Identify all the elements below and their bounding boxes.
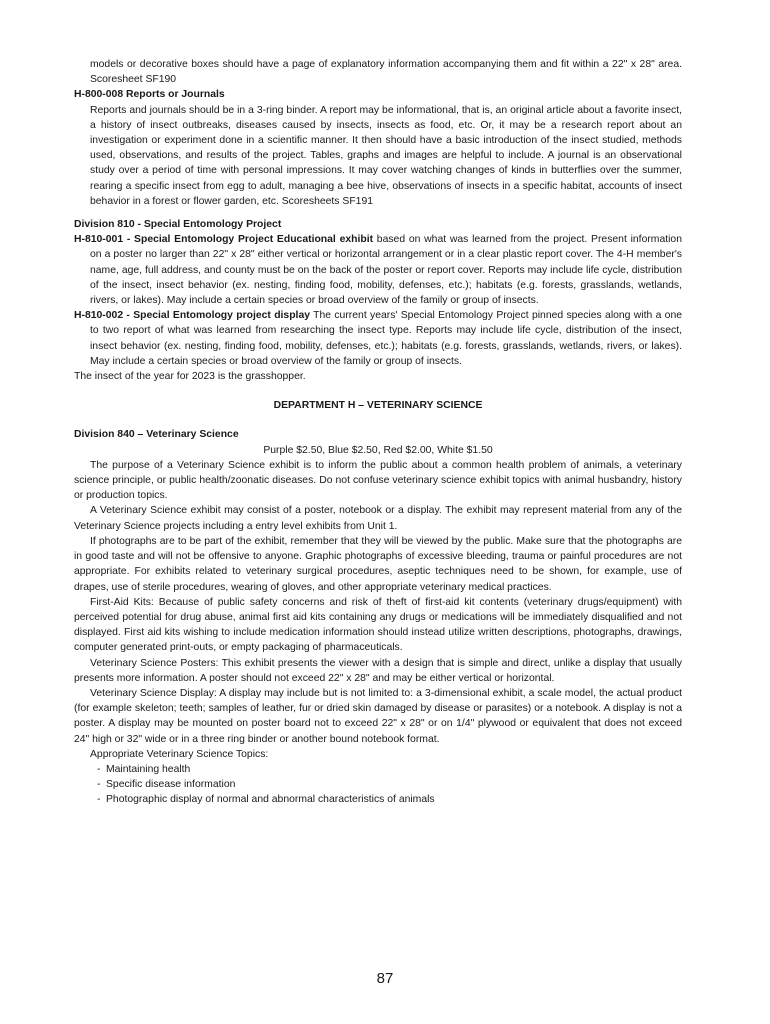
vet-paragraph-1: The purpose of a Veterinary Science exhibit is to inform the public about a common health problem of animals, a veterinary science principle, or public health/zoonatic diseases. Do not confuse veterinary science exhibit topics with animal husbandry, history or production topics.: [74, 459, 682, 502]
document-page: [74, 57, 682, 808]
h810-002-entry: [74, 308, 682, 369]
department-title: DEPARTMENT H – VETERINARY SCIENCE: [273, 400, 483, 412]
h810-001-label: H-810-001 - Special Entomology Project Educational exhibit: [74, 234, 374, 246]
h810-002-label: H-810-002 - Special Entomology project display: [74, 310, 311, 322]
h810-002-text: The current years' Special Entomology Project pinned species along with a one to two report of what was learned from researching the insect type. Reports may include life cycle, distribution of the insect, insect behavior (ex. nesting, finding food, mobility, defenses, etc.); habitats (e.g. forests, grasslands, wetlands, rivers, or lakes). May include a certain species or broad overview of the family or group of insects.: [90, 310, 683, 367]
page-number: 87: [376, 970, 394, 987]
division-840-heading: Division 840 – Veterinary Science: [74, 429, 239, 441]
h800-008-body: Reports and journals should be in a 3-ring binder. A report may be informational, that is, an original article about a favorite insect, a history of insect outbreaks, diseases caused by insects, insects as food, etc. Or, it may be a research report about an investigation or experiment done in a scientific manner. It then should have a basic introduction of the insect studied, methods used, observations, and results of the project. Tables, graphs and images are helpful to include. A journal is an observational study over a period of time with personal impressions. It may cover watching changes of kinds in butterflies over the summer, rearing a specific insect from egg to adult, managing a bee hive, observations of insects in a specific habitat, accounts of insect behavior in a forest or flower garden, etc. Scoresheets SF191: [90, 104, 682, 207]
topics-label: Appropriate Veterinary Science Topics:: [90, 748, 269, 760]
vet-paragraph-6: Veterinary Science Display: A display may include but is not limited to: a 3-dimensional exhibit, a scale model, the actual product (for example skeleton; teeth; samples of leather, fur or dried skin damaged by disease or parasites) or a notebook. A display is not a poster. A display may be mounted on poster board not to exceed 22" x 28" or on 1/4" plywood or equivalent that does not exceed 24" high or 32" wide or in a three ring binder or another bound notebook format.: [74, 687, 682, 745]
list-item: - Photographic display of normal and abnormal characteristics of animals: [106, 792, 682, 807]
vet-paragraph-3: If photographs are to be part of the exhibit, remember that they will be viewed by the public. Make sure that the photographs are in good taste and will not be offensive to anyone. Graphic photographs of excessive bleeding, trauma or painful procedures are not appropriate. For exhibits related to veterinary surgical procedures, aseptic techniques need to be shown, for example, use of drapes, use of sterile procedures, wearing of gloves, and other appropriate veterinary medical practices.: [74, 535, 682, 593]
vet-paragraph-5: Veterinary Science Posters: This exhibit presents the viewer with a design that is simple and direct, unlike a display that usually presents more information. A poster should not exceed 22" x 28" and may be either vertical or horizontal.: [74, 657, 682, 684]
spacer: [74, 209, 682, 217]
vet-paragraph-4: First-Aid Kits: Because of public safety concerns and risk of theft of first-aid kit contents (veterinary drugs/equipment) with perceived potential for drug abuse, animal first aid kits containing any drugs or medications will be immediately disqualified and not displayed. First aid kits wishing to include medication information should instead utilize written descriptions, photographs, drawings, computer generated print-outs, or empty packaging of pharmaceuticals.: [74, 596, 682, 654]
insect-of-year-note: The insect of the year for 2023 is the grasshopper.: [74, 371, 306, 383]
topics-list: [74, 762, 682, 808]
vet-paragraph-2: A Veterinary Science exhibit may consist of a poster, notebook or a display. The exhibit may represent material from any of the Veterinary Science projects including a entry level exhibits from Unit 1.: [74, 505, 682, 532]
premiums-line: Purple $2.50, Blue $2.50, Red $2.00, White $1.50: [263, 444, 493, 456]
list-item: - Specific disease information: [106, 777, 682, 792]
list-item: - Maintaining health: [106, 762, 682, 777]
h810-001-text: based on what was learned from the project. Present information on a poster no larger than 22" x 28" either vertical or horizontal arrangement or in a clear plastic report cover. The 4-H member's name, age, full address, and county must be on the back of the poster or report cover. Reports may include life cycle, distribution of the insect, insect behavior (ex. nesting, finding food, mobility, defenses, etc.); habitats (e.g. forests, grasslands, wetlands, rivers, or lakes). May include a certain species or broad overview of the family or group of insects.: [90, 234, 682, 307]
h810-001-entry: [74, 232, 682, 308]
intro-continuation: models or decorative boxes should have a page of explanatory information accompanying them and fit within a 22" x 28" area. Scoresheet SF190: [90, 59, 682, 86]
h800-008-heading: H-800-008 Reports or Journals: [74, 89, 225, 101]
division-810-heading: Division 810 - Special Entomology Project: [74, 219, 282, 231]
